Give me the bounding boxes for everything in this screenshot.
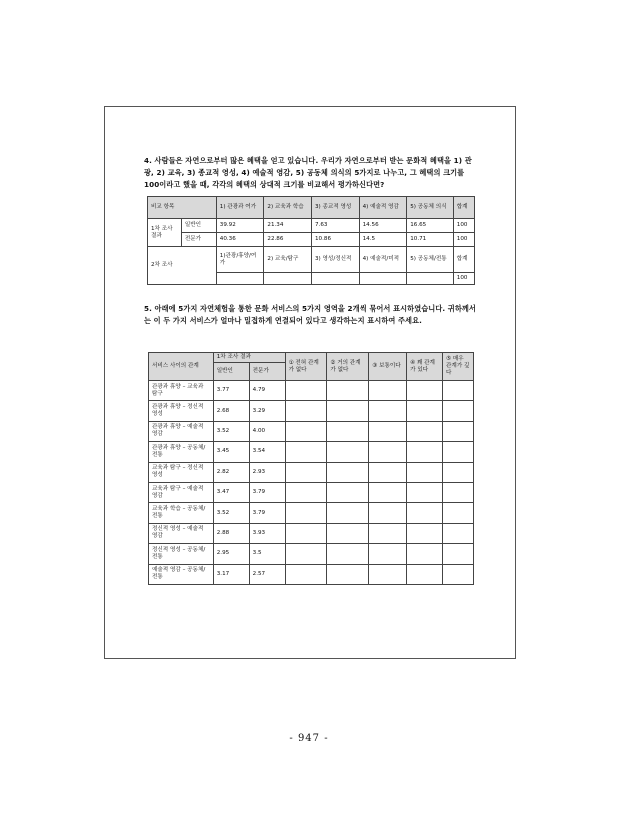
table-row — [149, 442, 474, 462]
value-cell: 10.86 — [312, 233, 360, 247]
rating-cell[interactable] — [369, 482, 407, 502]
rating-cell[interactable] — [327, 401, 369, 421]
general-score: 2.95 — [213, 544, 249, 564]
answer-cell[interactable] — [216, 273, 264, 285]
col-header: 1) 관광과 여가 — [216, 197, 264, 219]
survey2-header: 3) 영성/정신적 — [312, 247, 360, 273]
rating-cell[interactable] — [327, 564, 369, 584]
general-score: 3.52 — [213, 421, 249, 441]
answer-cell[interactable] — [359, 273, 407, 285]
rating-cell[interactable] — [285, 421, 327, 441]
rating-cell[interactable] — [407, 564, 443, 584]
expert-score: 3.5 — [249, 544, 285, 564]
rating-cell[interactable] — [443, 482, 474, 502]
expert-score: 3.93 — [249, 523, 285, 543]
group-label: 일반인 — [181, 219, 216, 233]
table-row — [149, 381, 474, 401]
table-row — [149, 421, 474, 441]
answer-cell[interactable] — [264, 273, 312, 285]
general-score: 2.68 — [213, 401, 249, 421]
general-score: 3.45 — [213, 442, 249, 462]
rating-cell[interactable] — [369, 523, 407, 543]
rating-cell[interactable] — [407, 421, 443, 441]
value-cell: 100 — [453, 219, 474, 233]
general-header: 일반인 — [213, 363, 249, 381]
group-label: 전문가 — [181, 233, 216, 247]
general-score: 3.52 — [213, 503, 249, 523]
rating-cell[interactable] — [327, 523, 369, 543]
answer-cell[interactable] — [407, 273, 454, 285]
rating-cell[interactable] — [285, 523, 327, 543]
question-5-table — [148, 352, 474, 585]
rating-cell[interactable] — [407, 442, 443, 462]
question-5-text: 5. 아래에 5가지 자연체험을 통한 문화 서비스의 5가지 영역을 2개씩 묶어서 표시하였습니다. 귀하께서는 이 두 가지 서비스가 얼마나 밀접하게 연결되어 있다고 생각하는지 표시하여 주세요. — [144, 304, 476, 325]
survey2-total: 100 — [453, 273, 474, 285]
general-score: 3.77 — [213, 381, 249, 401]
rating-cell[interactable] — [407, 401, 443, 421]
relation-label: 교육과 탐구 – 예술적 영감 — [149, 482, 214, 502]
rating-cell[interactable] — [369, 381, 407, 401]
value-cell: 14.5 — [359, 233, 407, 247]
relation-label: 관광과 휴양 – 공동체/전통 — [149, 442, 214, 462]
rating-cell[interactable] — [369, 442, 407, 462]
rating-cell[interactable] — [443, 381, 474, 401]
relation-label: 정신적 영성 – 공동체/전통 — [149, 544, 214, 564]
expert-score: 3.79 — [249, 503, 285, 523]
value-cell: 14.56 — [359, 219, 407, 233]
col-header: 4) 예술적 영감 — [359, 197, 407, 219]
question-4-table — [147, 196, 475, 285]
expert-score: 3.54 — [249, 442, 285, 462]
expert-score: 2.93 — [249, 462, 285, 482]
rating-cell[interactable] — [407, 503, 443, 523]
scale-header-2: ② 거의 관계가 없다 — [327, 353, 369, 381]
expert-score: 4.79 — [249, 381, 285, 401]
rating-cell[interactable] — [285, 401, 327, 421]
relation-label: 교육과 탐구 – 정신적 영성 — [149, 462, 214, 482]
rating-cell[interactable] — [443, 462, 474, 482]
general-score: 2.88 — [213, 523, 249, 543]
rating-cell[interactable] — [327, 482, 369, 502]
expert-header: 전문가 — [249, 363, 285, 381]
rating-cell[interactable] — [443, 564, 474, 584]
survey1-header: 1차 조사 결과 — [213, 353, 285, 363]
relation-label: 정신적 영성 – 예술적 영감 — [149, 523, 214, 543]
relation-label: 관광과 휴양 – 교육과 탐구 — [149, 381, 214, 401]
rating-cell[interactable] — [407, 523, 443, 543]
survey1-label: 1차 조사 결과 — [148, 219, 182, 247]
expert-score: 3.29 — [249, 401, 285, 421]
general-score: 2.82 — [213, 462, 249, 482]
rating-cell[interactable] — [285, 462, 327, 482]
expert-score: 2.57 — [249, 564, 285, 584]
value-cell: 21.34 — [264, 219, 312, 233]
value-cell: 100 — [453, 233, 474, 247]
col-header: 3) 종교적 영성 — [312, 197, 360, 219]
table-row — [149, 544, 474, 564]
rating-cell[interactable] — [407, 544, 443, 564]
value-cell: 16.65 — [407, 219, 454, 233]
scale-header-4: ④ 꽤 관계가 있다 — [407, 353, 443, 381]
survey2-header: 1)관광/휴양/여가 — [216, 247, 264, 273]
rating-cell[interactable] — [369, 401, 407, 421]
value-cell: 10.71 — [407, 233, 454, 247]
rating-cell[interactable] — [443, 544, 474, 564]
rating-cell[interactable] — [327, 503, 369, 523]
scale-header-1: ① 전혀 관계가 없다 — [285, 353, 327, 381]
col-header: 5) 공동체 의식 — [407, 197, 454, 219]
rating-cell[interactable] — [285, 544, 327, 564]
rating-cell[interactable] — [443, 523, 474, 543]
rating-cell[interactable] — [285, 442, 327, 462]
rating-cell[interactable] — [407, 482, 443, 502]
rating-cell[interactable] — [327, 462, 369, 482]
rating-cell[interactable] — [407, 381, 443, 401]
value-cell: 39.92 — [216, 219, 264, 233]
rating-cell[interactable] — [285, 503, 327, 523]
rating-cell[interactable] — [369, 544, 407, 564]
survey2-header: 합계 — [453, 247, 474, 273]
general-score: 3.17 — [213, 564, 249, 584]
table-row — [149, 503, 474, 523]
question-4-text: 4. 사람들은 자연으로부터 많은 혜택을 얻고 있습니다. 우리가 자연으로부터 받는 문화적 혜택을 1) 관광, 2) 교육, 3) 종교적 영성, 4) 예술적 영감, 5) 공동체 의식의 5가지로 나누고, 그 혜택의 크기를 100이라고 했을 때, 각각의 혜택의 상대적 크기를 비교해서 평가하신다면? — [144, 156, 472, 189]
relation-label: 예술적 영감 – 공동체/전통 — [149, 564, 214, 584]
rating-cell[interactable] — [443, 421, 474, 441]
rating-cell[interactable] — [327, 442, 369, 462]
survey2-header: 2) 교육/탐구 — [264, 247, 312, 273]
rating-cell[interactable] — [327, 544, 369, 564]
relation-header: 서비스 사이의 관계 — [149, 353, 214, 381]
rating-cell[interactable] — [443, 442, 474, 462]
survey2-header: 4) 예술적/미적 — [359, 247, 407, 273]
compare-item-header: 비교 항목 — [148, 197, 217, 219]
rating-cell[interactable] — [327, 381, 369, 401]
rating-cell[interactable] — [285, 564, 327, 584]
page-number: - 947 - — [289, 733, 329, 744]
table-row — [149, 482, 474, 502]
table-row — [149, 401, 474, 421]
value-cell: 40.36 — [216, 233, 264, 247]
scale-header-3: ③ 보통이다 — [369, 353, 407, 381]
table-row — [149, 462, 474, 482]
value-cell: 22.86 — [264, 233, 312, 247]
expert-score: 4.00 — [249, 421, 285, 441]
rating-cell[interactable] — [369, 564, 407, 584]
rating-cell[interactable] — [407, 462, 443, 482]
expert-score: 3.79 — [249, 482, 285, 502]
rating-cell[interactable] — [443, 503, 474, 523]
table-row — [149, 564, 474, 584]
rating-cell[interactable] — [369, 421, 407, 441]
general-score: 3.47 — [213, 482, 249, 502]
col-header: 2) 교육과 학습 — [264, 197, 312, 219]
rating-cell[interactable] — [327, 421, 369, 441]
rating-cell[interactable] — [369, 462, 407, 482]
answer-cell[interactable] — [312, 273, 360, 285]
value-cell: 7.63 — [312, 219, 360, 233]
rating-cell[interactable] — [285, 381, 327, 401]
scale-header-5: ⑤ 매우 관계가 깊다 — [443, 353, 474, 381]
survey2-label: 2차 조사 — [148, 247, 217, 285]
rating-cell[interactable] — [369, 503, 407, 523]
relation-label: 관광과 휴양 – 정신적 영성 — [149, 401, 214, 421]
relation-label: 교육과 학습 – 공동체/전통 — [149, 503, 214, 523]
col-header: 합계 — [453, 197, 474, 219]
survey2-header: 5) 공동체/전통 — [407, 247, 454, 273]
relation-label: 관광과 휴양 – 예술적 영감 — [149, 421, 214, 441]
table-row — [149, 523, 474, 543]
rating-cell[interactable] — [443, 401, 474, 421]
rating-cell[interactable] — [285, 482, 327, 502]
